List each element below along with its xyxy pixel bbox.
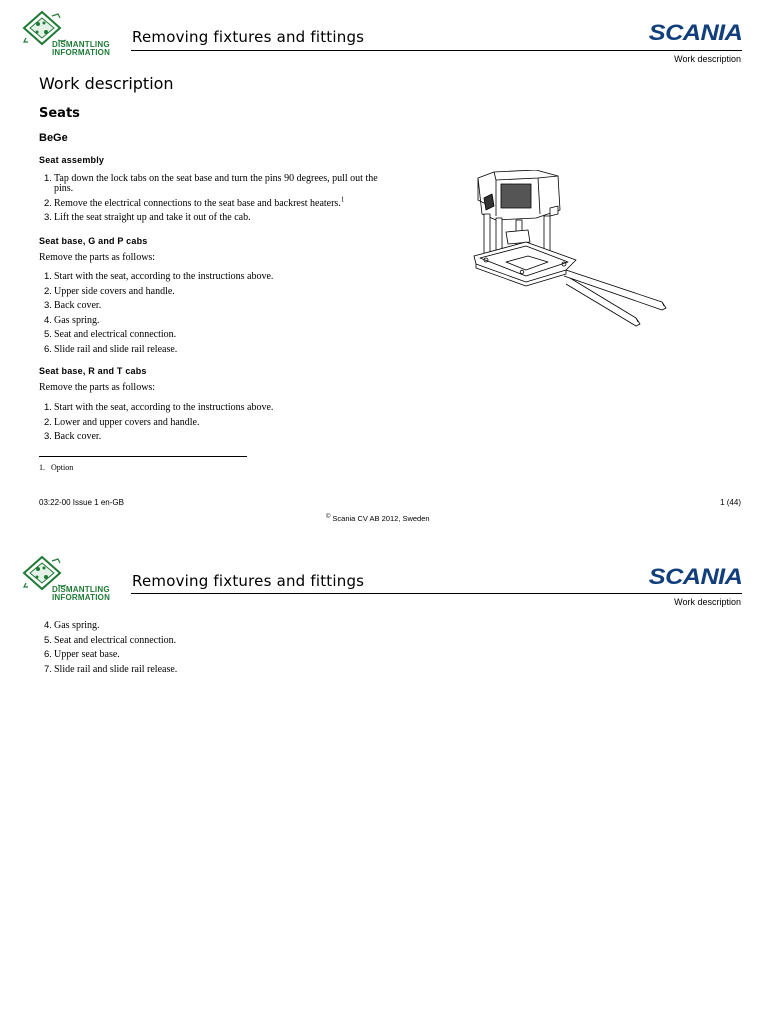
page-number: 1 (44): [720, 498, 741, 507]
list-item: 4. Gas spring.: [44, 314, 100, 326]
dismantling-logo: [22, 555, 114, 607]
list-item: 3. Lift the seat straight up and take it out of the cab.: [44, 212, 251, 223]
document-page-2: [0, 545, 768, 1024]
copyright-text: Scania CV AB 2012, Sweden: [332, 514, 430, 523]
footnote-ref[interactable]: 1: [340, 195, 345, 204]
logo-text-line2: INFORMATION: [52, 593, 111, 602]
logo-text-line1: DISMANTLING: [52, 585, 110, 594]
footnote: [39, 463, 73, 472]
logo-text-line2: INFORMATION: [52, 48, 111, 57]
seat-base-illustration: [466, 170, 671, 330]
brand-logo: SCANIA: [648, 20, 742, 45]
seat-assembly-steps: [39, 174, 384, 228]
footnote-number: 1.: [39, 463, 45, 472]
list-item: 6. Upper seat base.: [44, 649, 120, 660]
list-item: 5. Seat and electrical connection.: [44, 634, 177, 646]
list-item: 4. Gas spring.: [44, 620, 100, 631]
footnote-text: Option: [51, 463, 74, 472]
section-label: Work description: [674, 54, 741, 64]
seat-base-rt-steps: [39, 403, 384, 447]
list-item: 7. Slide rail and slide rail release.: [44, 663, 178, 675]
copyright: [326, 514, 430, 523]
seat-base-gp-intro: Remove the parts as follows:: [39, 252, 156, 263]
list-item: 3. Back cover.: [44, 431, 102, 442]
list-item: 1. Tap down the lock tabs on the seat base and turn the pins 90 degrees, pull out the pins.: [44, 173, 378, 194]
list-item: 6. Slide rail and slide rail release.: [44, 343, 178, 355]
list-item: 2. Lower and upper covers and handle.: [44, 416, 200, 428]
section-heading: Seats: [39, 106, 80, 121]
list-item: 2. Upper side covers and handle.: [44, 285, 175, 297]
copyright-symbol: ©: [326, 514, 331, 520]
seat-base-gp-heading: Seat base, G and P cabs: [39, 236, 148, 246]
header-rule: [131, 50, 742, 51]
continued-steps: [39, 621, 384, 679]
group-heading: BeGe: [39, 132, 68, 144]
logo-text-line1: DISMANTLING: [52, 40, 110, 49]
seat-base-gp-steps: [39, 272, 384, 359]
header-rule: [131, 593, 742, 594]
section-label: Work description: [674, 597, 741, 607]
document-title: Removing fixtures and fittings: [132, 28, 365, 46]
footnote-rule: [39, 456, 247, 457]
list-item: 1. Start with the seat, according to the instructions above.: [44, 271, 274, 282]
list-item: 1. Start with the seat, according to the instructions above.: [44, 402, 274, 413]
dismantling-logo: [22, 10, 114, 62]
list-item: 5. Seat and electrical connection.: [44, 329, 177, 340]
seat-base-rt-heading: Seat base, R and T cabs: [39, 366, 147, 376]
document-reference: 03:22-00 Issue 1 en-GB: [39, 498, 124, 507]
seat-assembly-heading: Seat assembly: [39, 155, 105, 165]
seat-base-drawing: [466, 170, 671, 330]
seat-base-rt-intro: Remove the parts as follows:: [39, 382, 156, 393]
document-title: Removing fixtures and fittings: [132, 572, 365, 590]
brand-logo: SCANIA: [648, 564, 742, 589]
list-item: 2. Remove the electrical connections to the seat base and backrest heaters.$^1$: [44, 195, 345, 209]
list-item: 3. Back cover.: [44, 300, 102, 311]
page-heading: Work description: [39, 74, 174, 93]
